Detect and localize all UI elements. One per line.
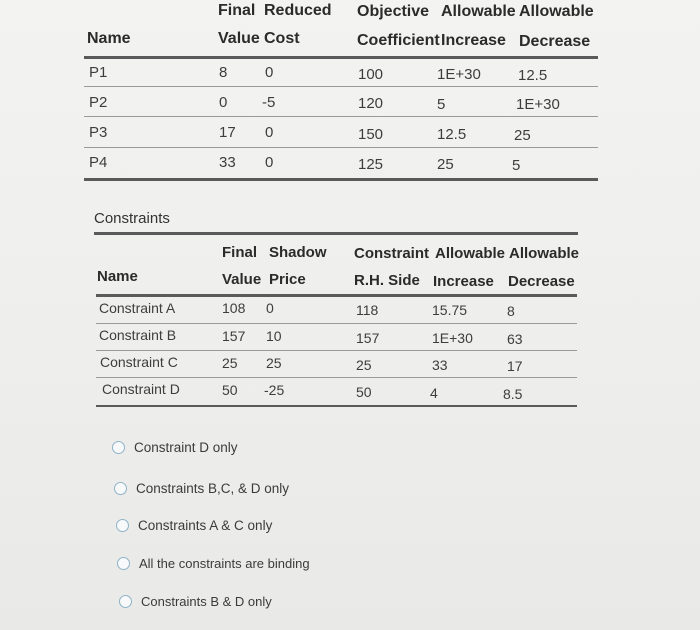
header-decrease: Decrease bbox=[519, 33, 591, 50]
row-name: P2 bbox=[89, 94, 108, 111]
radio-button[interactable] bbox=[116, 519, 129, 532]
header-rule bbox=[96, 294, 577, 297]
row-decrease: 12.5 bbox=[518, 67, 548, 84]
header-increase: Increase bbox=[441, 32, 506, 49]
header-value: Value bbox=[218, 30, 260, 47]
row-name: Constraint C bbox=[100, 354, 178, 370]
row-shadow: 10 bbox=[266, 328, 282, 344]
row-rhs: 118 bbox=[356, 302, 379, 318]
header-constraint: Constraint bbox=[354, 245, 429, 262]
row-final: 0 bbox=[219, 94, 228, 111]
header-value: Value bbox=[222, 271, 262, 288]
row-name: Constraint D bbox=[102, 381, 180, 397]
constraints-bottom-rule bbox=[96, 405, 577, 407]
header-objective: Objective bbox=[357, 3, 430, 20]
row-shadow: 25 bbox=[266, 355, 282, 371]
header-decrease: Decrease bbox=[508, 273, 575, 290]
option-constraints-ac-only[interactable] bbox=[116, 518, 272, 533]
header-allowable-decrease: Allowable bbox=[519, 3, 594, 20]
row-objective: 100 bbox=[358, 66, 384, 83]
row-final: 157 bbox=[222, 328, 246, 344]
radio-button[interactable] bbox=[117, 557, 130, 570]
option-label: Constraint D only bbox=[134, 440, 238, 455]
row-name: P3 bbox=[89, 124, 108, 141]
row-final: 25 bbox=[222, 355, 238, 371]
row-decrease: 5 bbox=[512, 157, 521, 174]
option-constraint-d-only[interactable] bbox=[112, 440, 238, 455]
header-rhs: R.H. Side bbox=[354, 272, 420, 289]
row-rhs: 25 bbox=[356, 357, 372, 373]
row-rhs: 157 bbox=[356, 330, 380, 346]
header-increase: Increase bbox=[433, 273, 494, 290]
option-constraints-bd-only[interactable] bbox=[119, 594, 272, 609]
row-increase: 25 bbox=[437, 156, 454, 173]
row-increase: 1E+30 bbox=[432, 330, 473, 346]
header-rule bbox=[84, 56, 598, 59]
header-allowable-increase: Allowable bbox=[441, 3, 516, 20]
row-name: Constraint B bbox=[99, 327, 177, 343]
header-reduced: Reduced bbox=[264, 2, 332, 19]
row-reduced: 0 bbox=[265, 154, 274, 171]
header-coefficient: Coefficient bbox=[357, 32, 440, 49]
row-decrease: 63 bbox=[507, 331, 523, 347]
row-increase: 1E+30 bbox=[437, 66, 481, 83]
row-final: 8 bbox=[219, 64, 228, 81]
row-decrease: 25 bbox=[514, 127, 531, 144]
row-objective: 120 bbox=[358, 95, 384, 112]
header-name: Name bbox=[87, 30, 131, 47]
row-decrease: 8.5 bbox=[503, 386, 523, 402]
row-objective: 150 bbox=[358, 126, 384, 143]
row-name: Constraint A bbox=[99, 300, 176, 316]
row-final: 33 bbox=[219, 154, 236, 171]
row-increase: 4 bbox=[430, 385, 438, 401]
row-objective: 125 bbox=[358, 156, 384, 173]
row-name: P4 bbox=[89, 154, 108, 171]
row-reduced: -5 bbox=[262, 94, 276, 111]
option-label: Constraints B,C, & D only bbox=[136, 481, 290, 496]
row-increase: 15.75 bbox=[432, 302, 468, 318]
row-final: 17 bbox=[219, 124, 236, 141]
radio-button[interactable] bbox=[119, 595, 132, 608]
row-shadow: -25 bbox=[264, 382, 285, 398]
row-name: P1 bbox=[89, 64, 108, 81]
header-final: Final bbox=[222, 244, 258, 261]
row-increase: 33 bbox=[432, 357, 448, 373]
header-allowable-increase: Allowable bbox=[435, 245, 506, 262]
option-label: Constraints A & C only bbox=[138, 518, 273, 533]
row-shadow: 0 bbox=[266, 300, 274, 316]
option-all-binding[interactable] bbox=[117, 556, 310, 571]
row-decrease: 17 bbox=[507, 358, 523, 374]
header-final: Final bbox=[218, 2, 256, 19]
radio-button[interactable] bbox=[114, 482, 127, 495]
header-shadow: Shadow bbox=[269, 244, 327, 261]
constraints-top-rule bbox=[94, 232, 578, 235]
option-constraints-bcd-only[interactable] bbox=[114, 481, 289, 496]
option-label: Constraints B & D only bbox=[141, 594, 272, 609]
radio-button[interactable] bbox=[112, 441, 125, 454]
row-final: 108 bbox=[222, 300, 246, 316]
header-allowable-decrease: Allowable bbox=[509, 245, 580, 262]
header-name: Name bbox=[97, 268, 138, 285]
constraints-title: Constraints bbox=[94, 210, 170, 227]
table-bottom-rule bbox=[84, 178, 598, 181]
row-decrease: 8 bbox=[507, 303, 515, 319]
header-price: Price bbox=[269, 271, 306, 288]
row-increase: 12.5 bbox=[437, 126, 467, 143]
row-rhs: 50 bbox=[356, 384, 372, 400]
row-final: 50 bbox=[222, 382, 238, 398]
row-increase: 5 bbox=[437, 96, 446, 113]
header-cost: Cost bbox=[264, 30, 300, 47]
row-decrease: 1E+30 bbox=[516, 96, 560, 113]
row-reduced: 0 bbox=[265, 124, 274, 141]
option-label: All the constraints are binding bbox=[139, 556, 310, 571]
row-reduced: 0 bbox=[265, 64, 274, 81]
